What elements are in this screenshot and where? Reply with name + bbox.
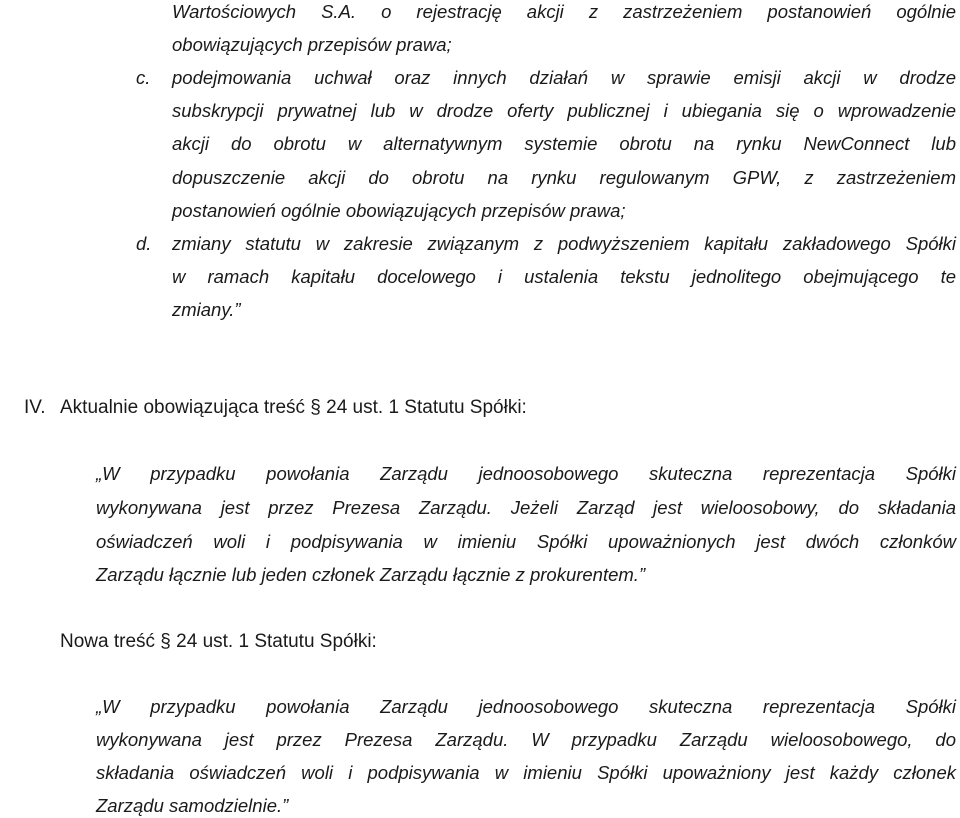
current-text-line-4: Zarządu łącznie lub jeden członek Zarządu łącznie z prokurentem.” (96, 564, 646, 585)
list-continuation-line-2: obowiązujących przepisów prawa; (172, 34, 452, 55)
item-c-line-5: postanowień ogólnie obowiązujących przepisów prawa; (172, 200, 626, 221)
section-iv-number: IV. (24, 397, 46, 418)
new-section-title: Nowa treść § 24 ust. 1 Statutu Spółki: (60, 631, 377, 652)
item-c-line-1: podejmowania uchwał oraz innych działań w sprawie emisji akcji w drodze (172, 67, 956, 88)
item-c-marker: c. (136, 67, 151, 88)
current-text-line-2: wykonywana jest przez Prezesa Zarządu. Jeżeli Zarząd jest wieloosobowy, do składania (96, 497, 956, 518)
current-text-line-3: oświadczeń woli i podpisywania w imieniu Spółki upoważnionych jest dwóch członków (96, 531, 956, 552)
section-iv-title: Aktualnie obowiązująca treść § 24 ust. 1 Statutu Spółki: (60, 397, 527, 418)
item-d-line-2: w ramach kapitału docelowego i ustalenia tekstu jednolitego obejmującego te (172, 266, 956, 287)
item-d-line-1: zmiany statutu w zakresie związanym z podwyższeniem kapitału zakładowego Spółki (172, 233, 956, 254)
list-continuation-line-1: Wartościowych S.A. o rejestrację akcji z zastrzeżeniem postanowień ogólnie (172, 1, 956, 22)
item-c-line-2: subskrypcji prywatnej lub w drodze oferty publicznej i ubiegania się o wprowadzenie (172, 100, 956, 121)
new-text-line-1: „W przypadku powołania Zarządu jednoosobowego skuteczna reprezentacja Spółki (96, 696, 956, 717)
item-c-line-3: akcji do obrotu w alternatywnym systemie obrotu na rynku NewConnect lub (172, 133, 956, 154)
current-text-line-1: „W przypadku powołania Zarządu jednoosobowego skuteczna reprezentacja Spółki (96, 463, 956, 484)
item-d-line-3: zmiany.” (172, 299, 241, 320)
new-text-line-4: Zarządu samodzielnie.” (96, 795, 289, 816)
item-d-marker: d. (136, 233, 152, 254)
item-c-line-4: dopuszczenie akcji do obrotu na rynku regulowanym GPW, z zastrzeżeniem (172, 167, 956, 188)
new-text-line-2: wykonywana jest przez Prezesa Zarządu. W przypadku Zarządu wieloosobowego, do (96, 729, 956, 750)
new-text-line-3: składania oświadczeń woli i podpisywania w imieniu Spółki upoważniony jest każdy członek (96, 762, 956, 783)
